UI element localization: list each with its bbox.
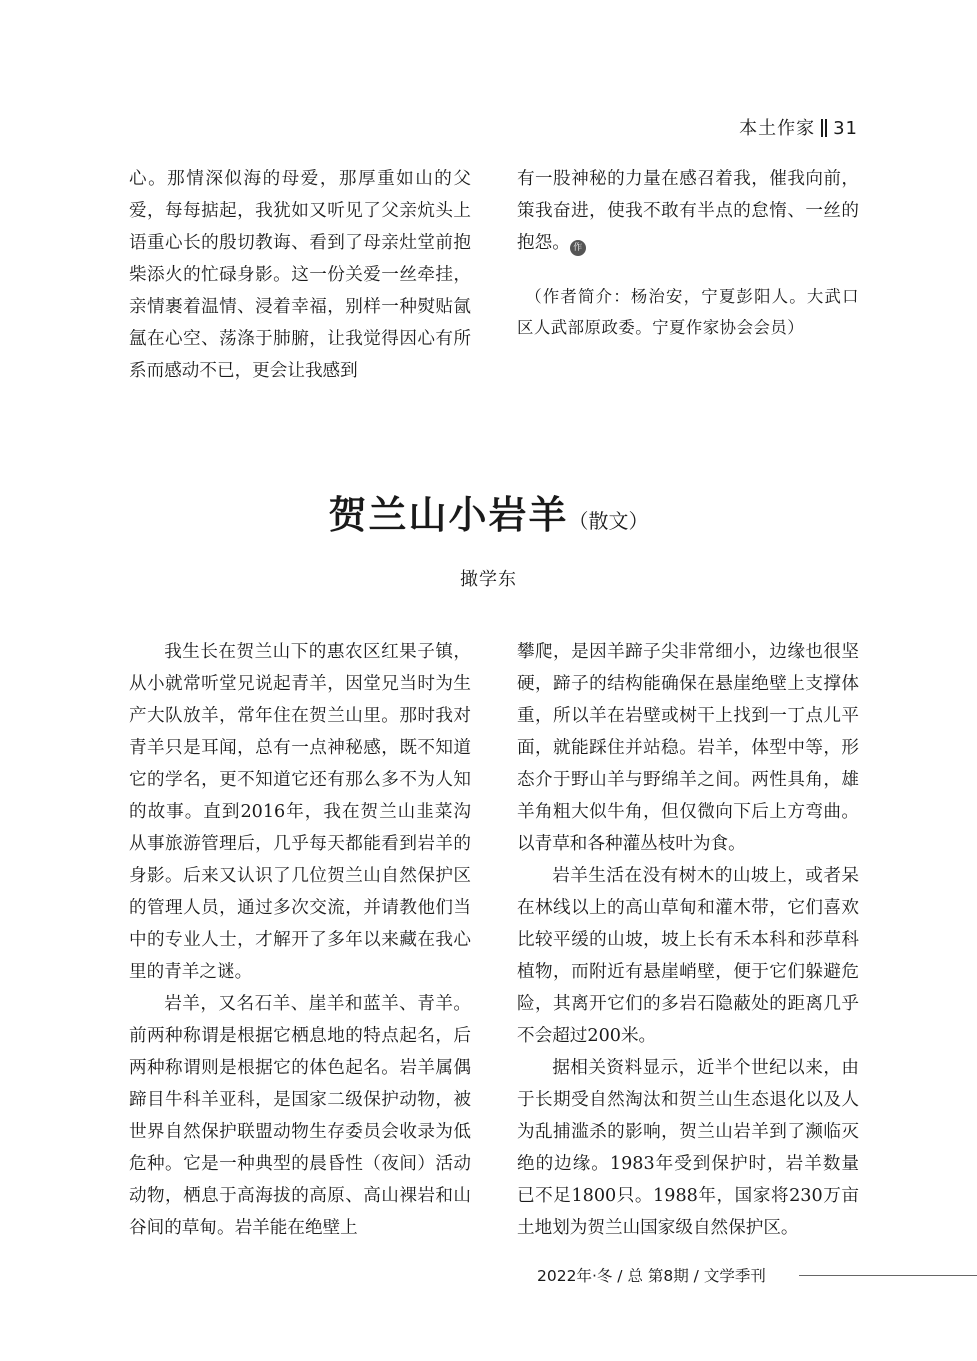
article-right-column bbox=[517, 636, 859, 1244]
page-number: 31 bbox=[833, 118, 858, 139]
article-genre: （散文） bbox=[568, 509, 649, 533]
section-name: 本土作家 bbox=[739, 118, 816, 139]
author-bio: （作者简介：杨治安，宁夏彭阳人。大武口区人武部原政委。宁夏作家协会会员） bbox=[517, 287, 859, 337]
running-head bbox=[739, 114, 858, 140]
article-left-column bbox=[129, 636, 471, 1244]
article-paragraph: 攀爬，是因羊蹄子尖非常细小，边缘也很坚硬，蹄子的结构能确保在悬崖绝壁上支撑体重，所以羊在岩壁或树干上找到一丁点儿平面，就能踩住并站稳。岩羊，体型中等，形态介于野山羊与野绵羊之间。两性具角，雄羊角粗大似牛角，但仅微向下后上方弯曲。以青草和各种灌丛枝叶为食。 bbox=[517, 642, 859, 854]
issue-info: 2022年·冬 / 总 第8期 / 文学季刊 bbox=[537, 1267, 766, 1285]
page-footer bbox=[537, 1264, 977, 1288]
article-paragraph: 岩羊生活在没有树木的山坡上，或者呆在林线以上的高山草甸和灌木带，它们喜欢比较平缓的山坡，坡上长有禾本科和莎草科植物，而附近有悬崖峭壁，便于它们躲避危险，其离开它们的多岩石隐蔽处的距离几乎不会超过200米。 bbox=[517, 866, 859, 1046]
footer-rule bbox=[799, 1275, 977, 1276]
article-paragraph: 我生长在贺兰山下的惠农区红果子镇，从小就常听堂兄说起青羊，因堂兄当时为生产大队放羊，常年住在贺兰山里。那时我对青羊只是耳闻，总有一点神秘感，既不知道它的学名，更不知道它还有那么多不为人知的故事。直到2016年，我在贺兰山韭菜沟从事旅游管理后，几乎每天都能看到岩羊的身影。后来又认识了几位贺兰山自然保护区的管理人员，通过多次交流，并请教他们当中的专业人士，才解开了多年以来藏在我心里的青羊之谜。 bbox=[129, 642, 471, 982]
prev-article-paragraph-end bbox=[517, 163, 859, 259]
separator-bars bbox=[821, 119, 827, 137]
prev-article-left-column bbox=[129, 163, 471, 387]
article-author: 撖学东 bbox=[460, 569, 517, 590]
article-title: 贺兰山小岩羊 bbox=[328, 492, 569, 537]
article-paragraph: 岩羊，又名石羊、崖羊和蓝羊、青羊。前两种称谓是根据它栖息地的特点起名，后两种称谓则是根据它的体色起名。岩羊属偶蹄目牛科羊亚科，是国家二级保护动物，被世界自然保护联盟动物生存委员会收录为低危种。它是一种典型的晨昏性（夜间）活动动物，栖息于高海拔的高原、高山裸岩和山谷间的草甸。岩羊能在绝壁上 bbox=[129, 994, 471, 1238]
end-mark-icon: 作 bbox=[570, 240, 586, 256]
article-paragraph: 据相关资料显示，近半个世纪以来，由于长期受自然淘汰和贺兰山生态退化以及人为乱捕滥杀的影响，贺兰山岩羊到了濒临灭绝的边缘。1983年受到保护时，岩羊数量已不足1800只。1988年，国家将230万亩土地划为贺兰山国家级自然保护区。 bbox=[517, 1058, 859, 1238]
article-title-block bbox=[0, 484, 977, 539]
prev-article-right-column bbox=[517, 163, 859, 343]
prev-article-text: 有一股神秘的力量在感召着我，催我向前，策我奋进，使我不敢有半点的怠惰、一丝的抱怨。 bbox=[517, 169, 859, 253]
prev-article-paragraph: 心。那情深似海的母爱，那厚重如山的父爱，每每掂起，我犹如又听见了父亲炕头上语重心长的殷切教诲、看到了母亲灶堂前抱柴添火的忙碌身影。这一份关爱一丝牵挂，亲情裹着温情、浸着幸福，别样一种熨贴氤氲在心空、荡涤于肺腑，让我觉得因心有所系而感动不已，更会让我感到 bbox=[129, 169, 471, 381]
